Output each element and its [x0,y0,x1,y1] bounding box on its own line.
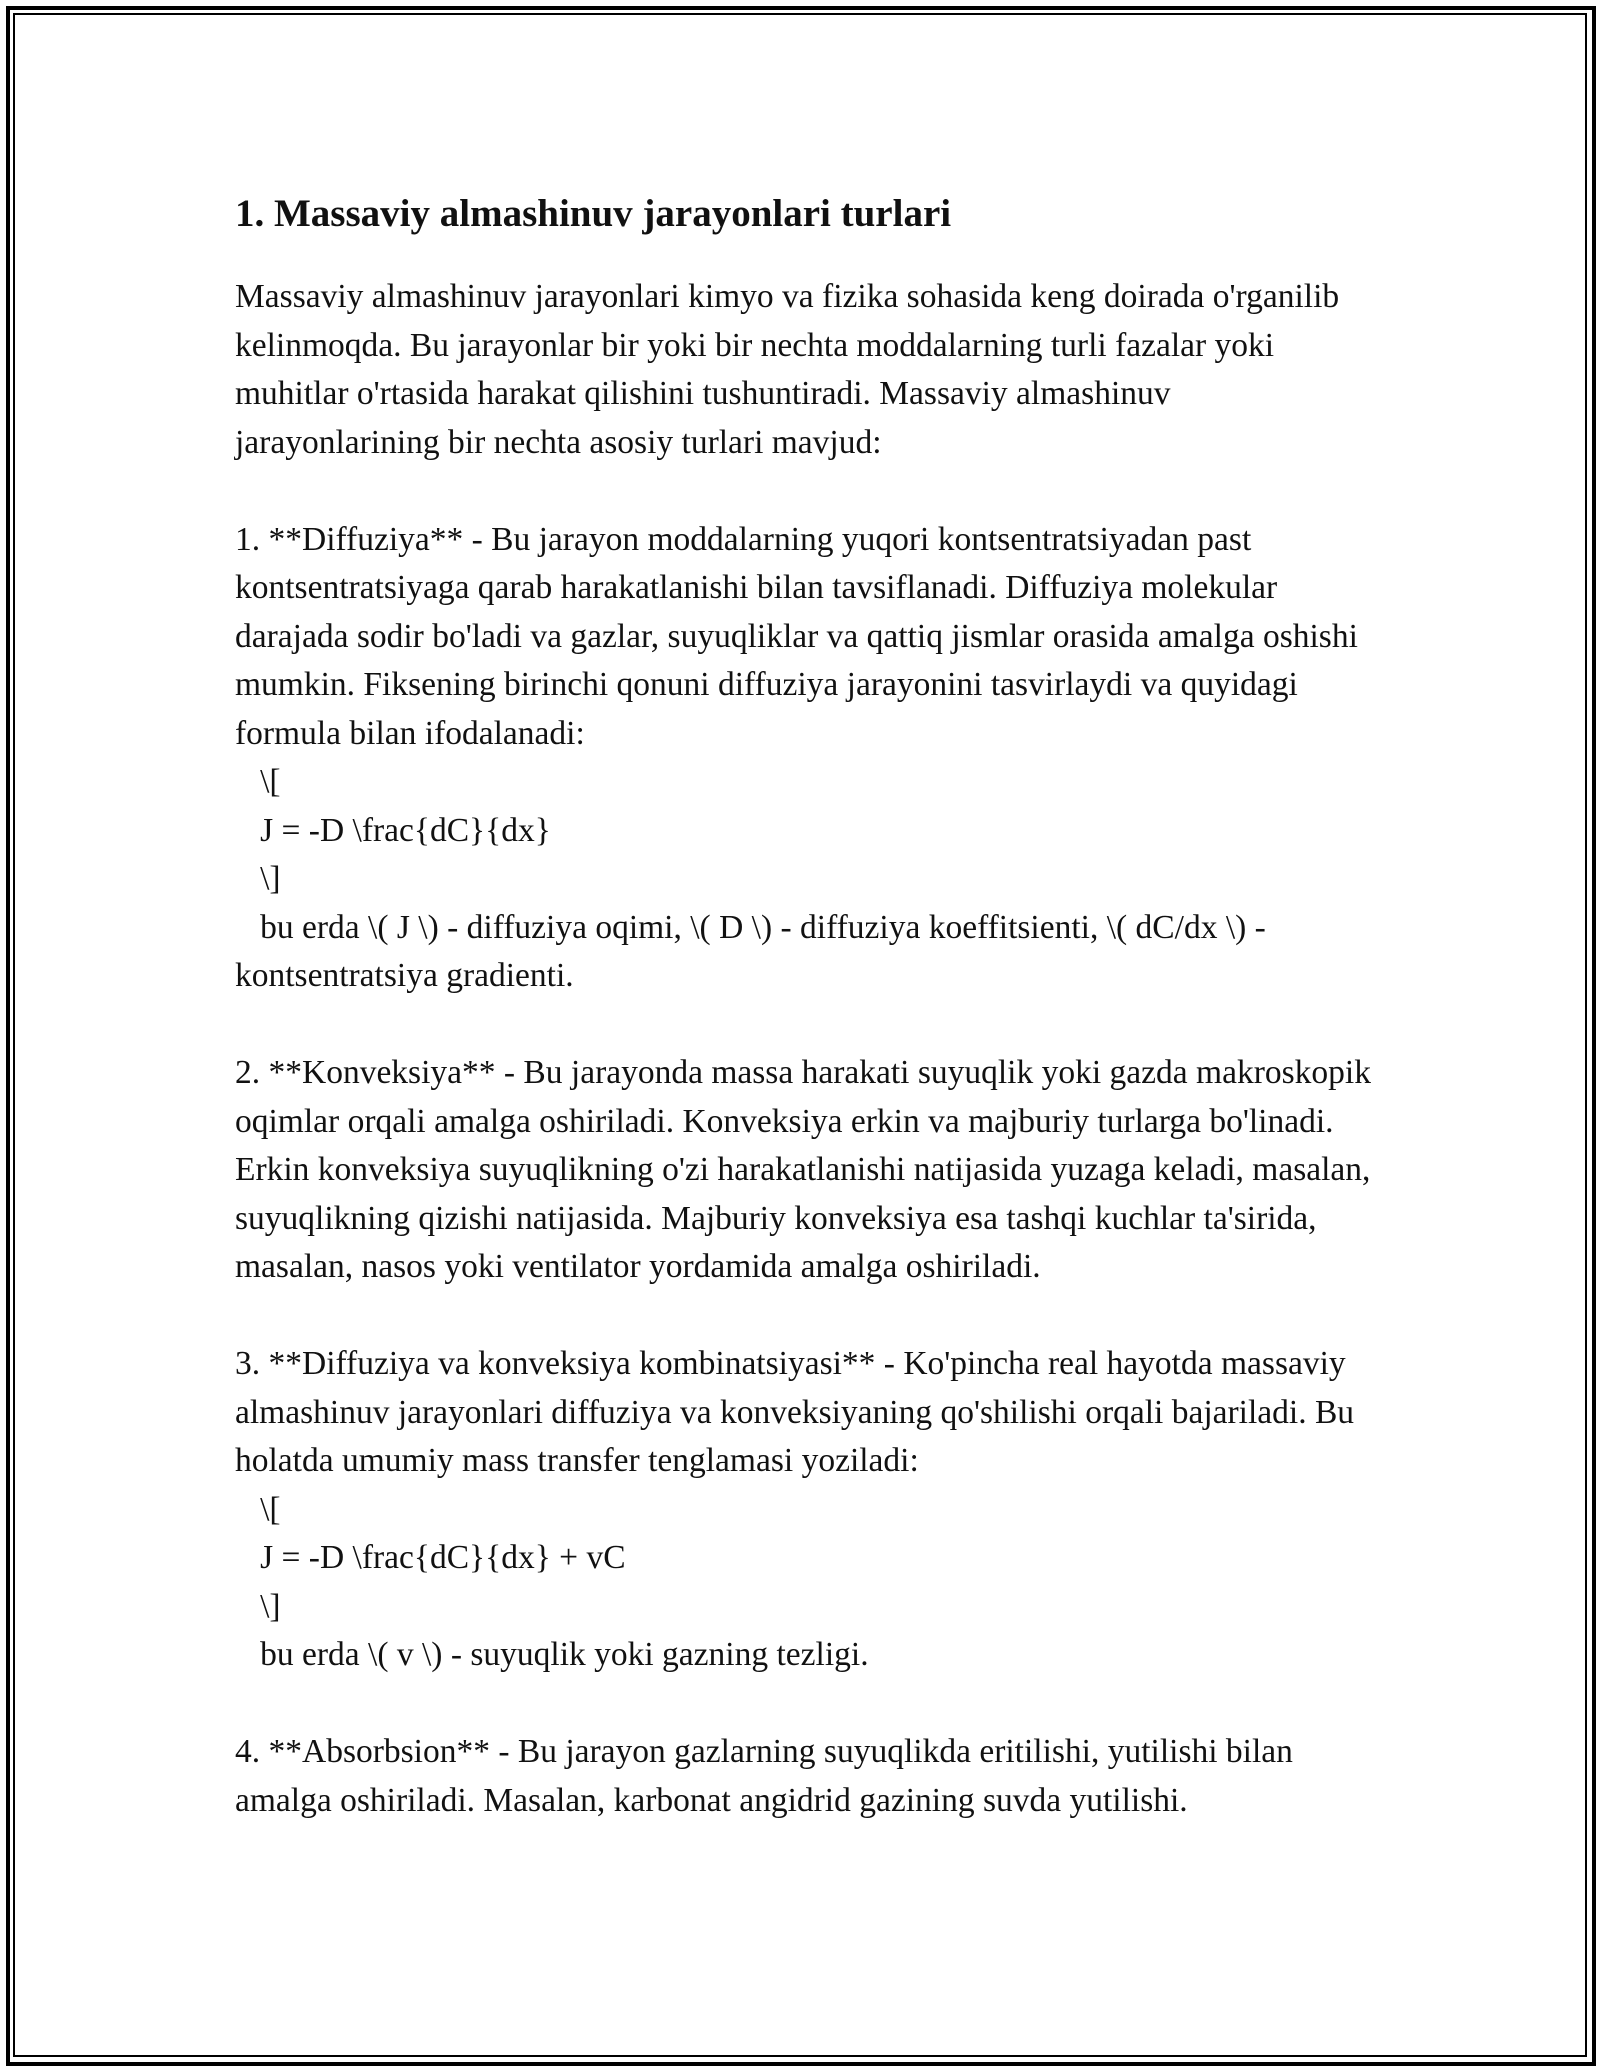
list-item-absorption: 4. **Absorbsion** - Bu jarayon gazlarning suyuqlikda eritilishi, yutilishi bilan amalga oshiriladi. Masalan, karbonat angidrid gazining suvda yutilishi. [235,1733,1302,1819]
section-heading: 1. Massaviy almashinuv jarayonlari turlari [235,192,952,235]
document-body [235,185,1380,1825]
paragraph-spacer [235,1680,1375,1729]
paragraph-spacer [235,1001,1375,1050]
paragraph-spacer [235,467,1375,516]
paragraph-spacer [235,1292,1375,1341]
list-item-convection: 2. **Konveksiya** - Bu jarayonda massa harakati suyuqlik yoki gazda makroskopik oqimlar orqali amalga oshiriladi. Konveksiya erkin va majburiy turlarga bo'linadi. Erkin konveksiya suyuqlikning o'zi harakatlanishi natijasida yuzaga keladi, masalan, suyuqlikning qizishi natijasida. Majburiy konveksiya esa tashqi kuchlar ta'sirida, masalan, nasos yoki ventilator yordamida amalga oshiriladi. [235,1054,1380,1285]
intro-paragraph: Massaviy almashinuv jarayonlari kimyo va fizika sohasida keng doirada o'rganilib kelinmoqda. Bu jarayonlar bir yoki bir nechta moddalarning turli fazalar yoki muhitlar o'rtasida harakat qilishini tushuntiradi. Massaviy almashinuv jarayonlarining bir nechta asosiy turlari mavjud: [235,278,1348,461]
list-item-combination: 3. **Diffuziya va konveksiya kombinatsiyasi** - Ko'pincha real hayotda massaviy almashinuv jarayonlari diffuziya va konveksiyaning qo'shilishi orqali bajariladi. Bu holatda umumiy mass transfer tenglamasi yoziladi: \[ J = -D \frac{dC}{dx} + vC \] bu erda \( v \) - suyuqlik yoki gazning tezligi. [235,1345,1355,1673]
list-item-diffusion: 1. **Diffuziya** - Bu jarayon moddalarning yuqori kontsentratsiyadan past kontsentratsiyaga qarab harakatlanishi bilan tavsiflanadi. Diffuziya molekular darajada sodir bo'ladi va gazlar, suyuqliklar va qattiq jismlar orasida amalga oshishi mumkin. Fiksening birinchi qonuni diffuziya jarayonini tasvirlaydi va quyidagi formula bilan ifodalanadi: \[ J = -D \frac{dC}{dx} \] bu erda \( J \) - diffuziya oqimi, \( D \) - diffuziya koeffitsienti, \( dC/dx \) - kontsentratsiya gradienti. [235,520,1358,994]
